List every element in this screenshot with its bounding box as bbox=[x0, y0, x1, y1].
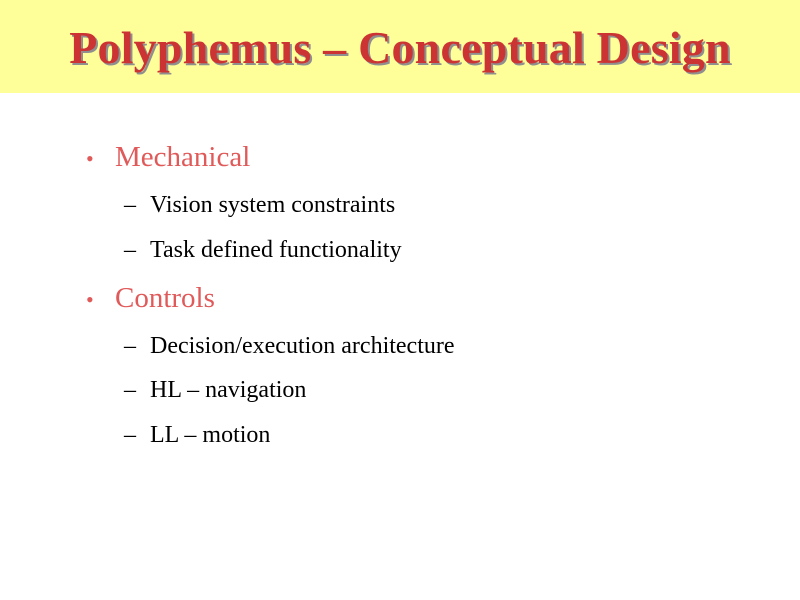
sub-item-label: LL – motion bbox=[150, 422, 271, 448]
sub-item bbox=[124, 333, 455, 360]
dash-icon: – bbox=[124, 422, 136, 448]
dash-icon: – bbox=[124, 377, 136, 403]
bullet-icon: • bbox=[86, 287, 94, 312]
slide-title: Polyphemus – Conceptual Design bbox=[69, 22, 731, 73]
bullet-icon: • bbox=[86, 146, 94, 171]
bullet-item-controls bbox=[86, 282, 215, 315]
sub-item-label: HL – navigation bbox=[150, 377, 307, 403]
bullet-label: Controls bbox=[115, 282, 215, 314]
dash-icon: – bbox=[124, 192, 136, 218]
sub-item bbox=[124, 192, 395, 219]
dash-icon: – bbox=[124, 333, 136, 359]
sub-item-label: Decision/execution architecture bbox=[150, 333, 455, 359]
sub-item bbox=[124, 377, 306, 404]
sub-item bbox=[124, 422, 270, 449]
sub-item bbox=[124, 237, 402, 264]
bullet-item-mechanical bbox=[86, 141, 250, 174]
dash-icon: – bbox=[124, 237, 136, 263]
bullet-label: Mechanical bbox=[115, 141, 251, 173]
sub-item-label: Task defined functionality bbox=[150, 237, 402, 263]
sub-item-label: Vision system constraints bbox=[150, 192, 396, 218]
